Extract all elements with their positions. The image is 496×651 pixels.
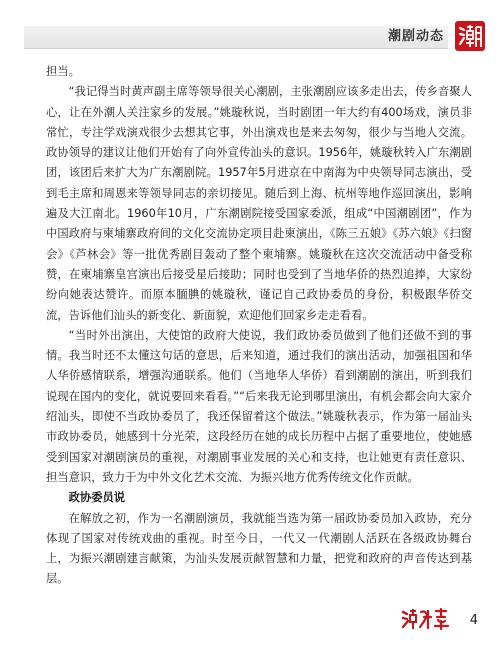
- page-footer: [0, 591, 496, 651]
- section-title: 潮剧动态: [387, 29, 444, 44]
- article-body: [46, 62, 472, 590]
- paragraph-opening: 担当。: [46, 65, 80, 78]
- page-header: [0, 0, 496, 56]
- seal-logo-icon: [454, 20, 486, 52]
- paragraph-closing: 在解放之初，作为一名潮剧演员，我就能当选为第一届政协委员加入政协，充分体现了国家对传统戏曲的重视。时至今日，一代又一代潮剧人活跃在各级政协舞台上，为振兴潮剧建言献策，为汕头发展贡献智慧和力量，把党和政府的声音传达到基层。: [46, 511, 472, 586]
- brand-logo-icon: [400, 607, 456, 631]
- subheading-member-says: 政协委员说: [68, 491, 126, 505]
- header-bar: [24, 26, 448, 49]
- paragraph-overseas: “当时外出演出，大使馆的政府大使说，我们政协委员做到了他们还做不到的事情。我当时还不太懂这句话的意思，后来知道，通过我们的演出活动，加强祖国和华人华侨感情联系，增强沟通联系。他们（当地华人华侨）看到潮剧的演出，听到我们说现在国内的变化，就说要回来看看。”“后来我无论到哪里演出，有机会都会向大家介绍汕头，即使不当政协委员了，我还保留着这个做法。”姚璇秋表示，作为第一届汕头市政协委员，她感到十分光荣，这段经历在她的成长历程中占据了重要地位，使她感受到国家对潮剧演员的重视，对潮剧事业发展的关心和支持，也让她更有责任意识、担当意识，致力于为中外文化艺术交流、为振兴地方优秀传统文化作贡献。: [46, 328, 472, 484]
- page-number: 4: [469, 613, 478, 628]
- paragraph-history: “我记得当时黄声副主席等领导很关心潮剧，主张潮剧应该多走出去，传乡音聚人心，让在外潮人关注家乡的发展。”姚璇秋说，当时剧团一年大约有400场戏，演员非常忙，专注学戏演戏很少去想其它事，外出演戏也是来去匆匆，很少与当地人交流。政协领导的建议让他们开始有了向外宣传汕头的意识。1956年，姚璇秋转入广东潮剧团，该团后来扩大为广东潮剧院。1957年5月进京在中南海为中央领导同志演出，受到毛主席和周恩来等领导同志的亲切接见。随后到上海、杭州等地作巡回演出，影响遍及大江南北。1960年10月，广东潮剧院接受国家委派，组成“中国潮剧团”，作为中国政府与柬埔寨政府间的文化交流协定项目赴柬演出，《陈三五娘》《苏六娘》《扫窗会》《芦林会》等一批优秀剧目轰动了整个柬埔寨。姚璇秋在这次交流活动中备受称赞，在柬埔寨皇宫演出后接受星后接助；同时也受到了当地华侨的热烈追捧，大家纷纷向她表达赞许。而原本腼腆的姚璇秋，谨记自己政协委员的身份，积极跟华侨交流，告诉他们汕头的新变化、新面貌，欢迎他们回家乡走走看看。: [46, 85, 472, 322]
